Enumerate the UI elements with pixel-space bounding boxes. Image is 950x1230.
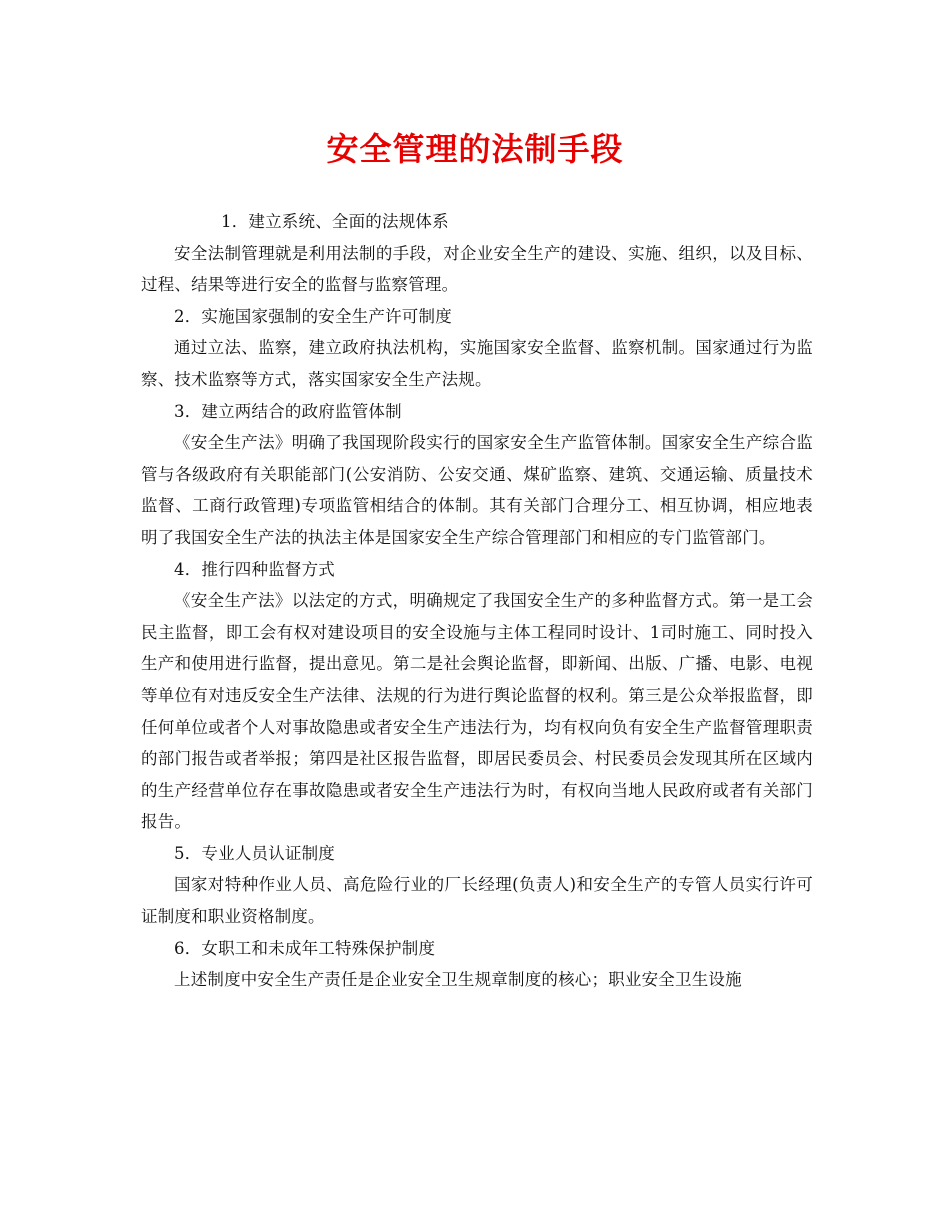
- paragraph-2: 通过立法、监察，建立政府执法机构，实施国家安全监督、监察机制。国家通过行为监察、技术监察等方式，落实国家安全生产法规。: [141, 338, 813, 389]
- document-body: [141, 206, 813, 996]
- section-heading-5: 5．专业人员认证制度: [174, 843, 335, 863]
- section-heading-4: 4．推行四种监督方式: [174, 559, 335, 579]
- paragraph-4: 《安全生产法》以法定的方式，明确规定了我国安全生产的多种监督方式。第一是工会民主监督，即工会有权对建设项目的安全设施与主体工程同时设计、1司时施工、同时投入生产和使用进行监督，提出意见。第二是社会舆论监督，即新闻、出版、广播、电影、电视等单位有对违反安全生产法律、法规的行为进行舆论监督的权利。第三是公众举报监督，即任何单位或者个人对事故隐患或者安全生产违法行为，均有权向负有安全生产监督管理职责的部门报告或者举报；第四是社区报告监督，即居民委员会、村民委员会发现其所在区域内的生产经营单位存在事故隐患或者安全生产违法行为时，有权向当地人民政府或者有关部门报告。: [141, 591, 813, 832]
- document-title: 安全管理的法制手段: [326, 130, 624, 168]
- paragraph-3: 《安全生产法》明确了我国现阶段实行的国家安全生产监管体制。国家安全生产综合监管与各级政府有关职能部门(公安消防、公安交通、煤矿监察、建筑、交通运输、质量技术监督、工商行政管理)专项监管相结合的体制。其有关部门合理分工、相互协调，相应地表明了我国安全生产法的执法主体是国家安全生产综合管理部门和相应的专门监管部门。: [141, 433, 813, 547]
- paragraph-5: 国家对特种作业人员、高危险行业的厂长经理(负责人)和安全生产的专管人员实行许可证制度和职业资格制度。: [141, 875, 813, 927]
- section-heading-6: 6．女职工和未成年工特殊保护制度: [174, 938, 436, 958]
- section-heading-3: 3．建立两结合的政府监管体制: [174, 401, 402, 421]
- paragraph-1: 安全法制管理就是利用法制的手段，对企业安全生产的建设、实施、组织，以及目标、过程、结果等进行安全的监督与监察管理。: [141, 243, 813, 295]
- section-heading-2: 2．实施国家强制的安全生产许可制度: [174, 306, 452, 326]
- paragraph-6: 上述制度中安全生产责任是企业安全卫生规章制度的核心；职业安全卫生设施: [174, 970, 742, 990]
- section-heading-1: 1．建立系统、全面的法规体系: [221, 212, 449, 231]
